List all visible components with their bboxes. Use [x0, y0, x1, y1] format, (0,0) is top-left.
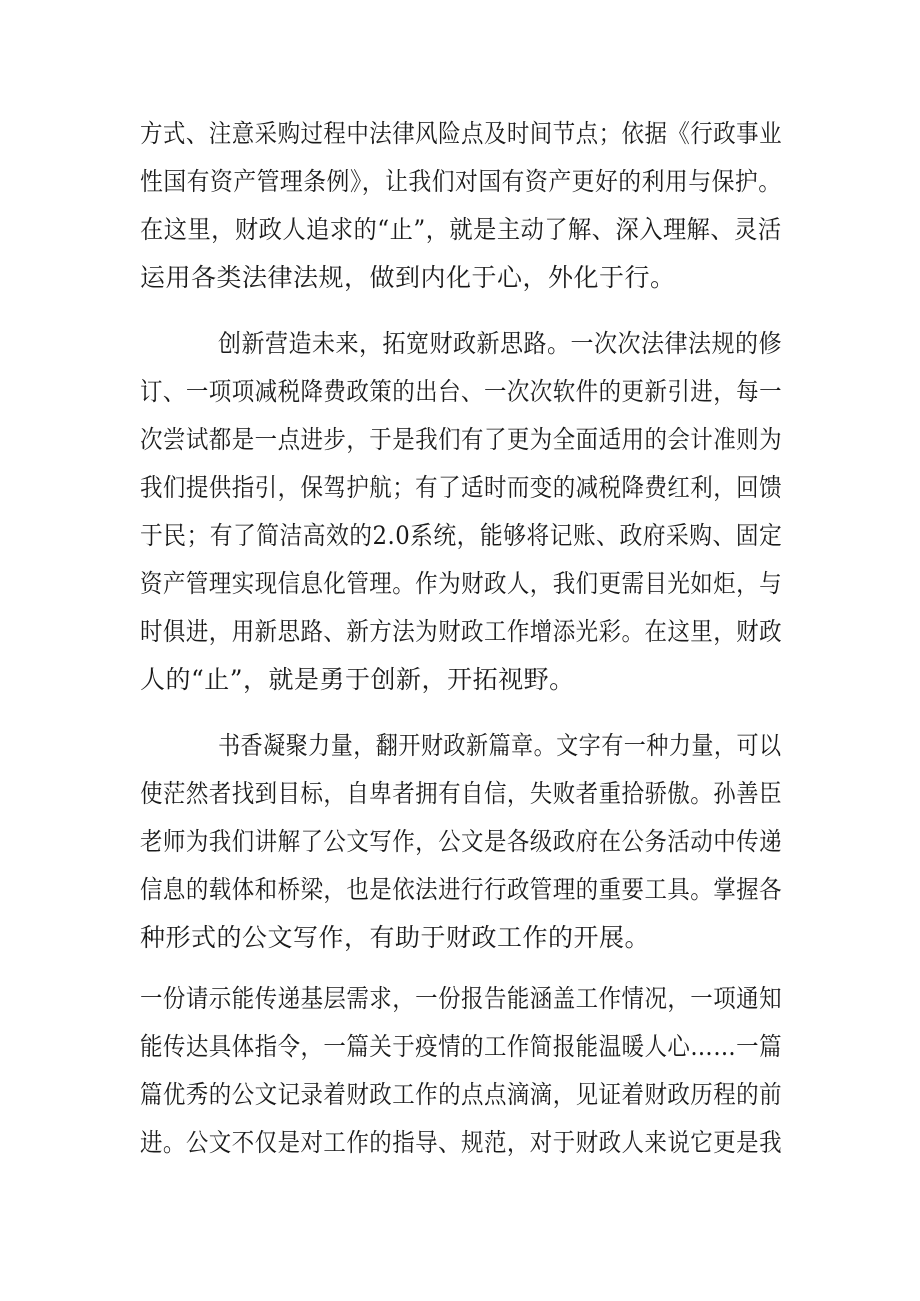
paragraph-1-line-1: 方式、注意采购过程中法律风险点及时间节点；依据《行政事业	[140, 119, 783, 148]
paragraph-4-line-2: 能传达具体指令，一篇关于疫情的工作简报能温暖人心……一篇	[140, 1032, 783, 1061]
paragraph-2-line-4: 我们提供指引，保驾护航；有了适时而变的减税降费红利，回馈	[140, 473, 783, 502]
paragraph-1-line-3: 在这里，财政人追求的“止”，就是主动了解、深入理解、灵活	[140, 215, 782, 244]
paragraph-1-line-2: 性国有资产管理条例》，让我们对国有资产更好的利用与保护。	[140, 167, 782, 196]
paragraph-1-line-4: 运用各类法律法规，做到内化于心，外化于行。	[140, 263, 676, 292]
paragraph-4-line-1: 一份请示能传递基层需求，一份报告能涵盖工作情况，一项通知	[140, 984, 783, 1013]
paragraph-3-line-5: 种形式的公文写作，有助于财政工作的开展。	[140, 923, 651, 952]
paragraph-2-line-1: 创新营造未来，拓宽财政新思路。一次次法律法规的修	[218, 329, 783, 358]
paragraph-2-line-5: 于民；有了简洁高效的2.0系统，能够将记账、政府采购、固定	[140, 521, 783, 550]
paragraph-2-line-6: 资产管理实现信息化管理。作为财政人，我们更需目光如炬，与	[140, 569, 783, 598]
paragraph-3-line-1: 书香凝聚力量，翻开财政新篇章。文字有一种力量，可以	[218, 731, 782, 760]
paragraph-3-line-2: 使茫然者找到目标，自卑者拥有自信，失败者重拾骄傲。孙善臣	[140, 779, 783, 808]
paragraph-2-line-7: 时俱进，用新思路、新方法为财政工作增添光彩。在这里，财政	[140, 617, 783, 646]
paragraph-2-line-8: 人的“止”，就是勇于创新，开拓视野。	[140, 665, 575, 694]
paragraph-3-line-4: 信息的载体和桥梁，也是依法进行行政管理的重要工具。掌握各	[140, 875, 783, 904]
paragraph-3-line-3: 老师为我们讲解了公文写作，公文是各级政府在公务活动中传递	[140, 827, 783, 856]
paragraph-4-line-4: 进。公文不仅是对工作的指导、规范，对于财政人来说它更是我	[140, 1128, 783, 1157]
paragraph-4-line-3: 篇优秀的公文记录着财政工作的点点滴滴，见证着财政历程的前	[140, 1080, 783, 1109]
paragraph-2-line-2: 订、一项项减税降费政策的出台、一次次软件的更新引进，每一	[140, 377, 783, 406]
paragraph-2-line-3: 次尝试都是一点进步，于是我们有了更为全面适用的会计准则为	[140, 425, 783, 454]
